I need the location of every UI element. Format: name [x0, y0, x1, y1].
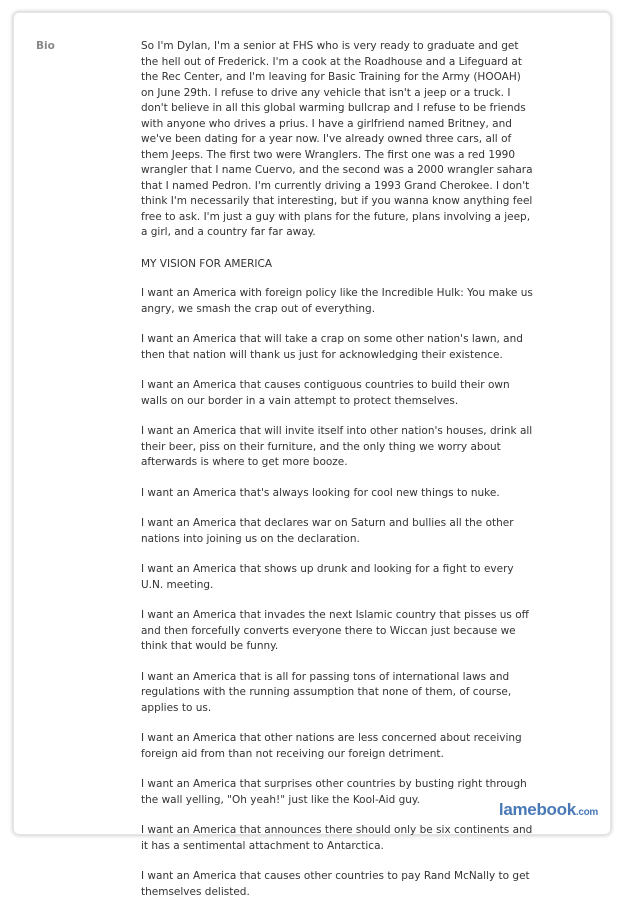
lamebook-watermark — [499, 800, 598, 820]
bio-text — [141, 39, 533, 915]
vision-item: I want an America that other nations are less concerned about receiving foreign aid from than not receiving our foreign detriment. — [141, 732, 522, 760]
vision-item: I want an America that's always looking for cool new things to nuke. — [141, 486, 500, 499]
vision-heading: MY VISION FOR AMERICA — [141, 257, 273, 270]
bio-card — [13, 12, 611, 898]
vision-item: I want an America with foreign policy like the Incredible Hulk: You make us angry, we smash the crap out of everything. — [141, 287, 533, 315]
vision-item: I want an America that will take a crap on some other nation's lawn, and then that nation will thank us just for acknowledging their existence. — [141, 333, 523, 361]
bio-label: Bio — [36, 40, 55, 52]
vision-item: I want an America that announces there should only be six continents and it has a sentimental attachment to Antarctica. — [141, 824, 533, 852]
vision-item: I want an America that invades the next Islamic country that pisses us off and then forcefully converts everyone there to Wiccan just because we think that would be funny. — [141, 609, 529, 652]
bio-intro: So I'm Dylan, I'm a senior at FHS who is very ready to graduate and get the hell out of Frederick. I'm a cook at the Roadhouse and a Lifeguard at the Rec Center, and I'm leaving for Basic Training for the Army (HOOAH) on June 29th. I refuse to drive any vehicle that isn't a jeep or a truck. I don't believe in all this global warming bullcrap and I refuse to be friends with anyone who drives a prius. I have a girlfriend named Britney, and we've been dating for a year now. I've already owned three cars, all of them Jeeps. The first two were Wranglers. The first one was a red 1990 wrangler that I name Cuervo, and the second was a 2000 wrangler sahara that I named Pedron. I'm currently driving a 1993 Grand Cherokee. I don't think I'm necessarily that interesting, but if you wanna know anything feel free to ask. I'm just a guy with plans for the future, plans involving a jeep, a girl, and a country far far away. — [141, 40, 533, 238]
vision-item: I want an America that will invite itself into other nation's houses, drink all their beer, piss on their furniture, and the only thing we worry about afterwards is where to get more booze. — [141, 425, 533, 468]
watermark-tld: .com — [575, 807, 598, 818]
vision-item: I want an America that causes other countries to pay Rand McNally to get themselves delisted. — [141, 870, 530, 898]
vision-item: I want an America that shows up drunk and looking for a fight to every U.N. meeting. — [141, 563, 514, 591]
vision-item: I want an America that is all for passing tons of international laws and regulations with the running assumption that none of them, of course, applies to us. — [141, 670, 512, 714]
vision-item: I want an America that causes contiguous countries to build their own walls on our border in a vain attempt to protect themselves. — [141, 379, 510, 407]
watermark-main: lamebook — [498, 800, 576, 819]
vision-item: I want an America that surprises other countries by busting right through the wall yelling, "Oh yeah!" just like the Kool-Aid guy. — [141, 778, 527, 806]
vision-item: I want an America that declares war on Saturn and bullies all the other nations into joining us on the declaration. — [141, 517, 514, 545]
